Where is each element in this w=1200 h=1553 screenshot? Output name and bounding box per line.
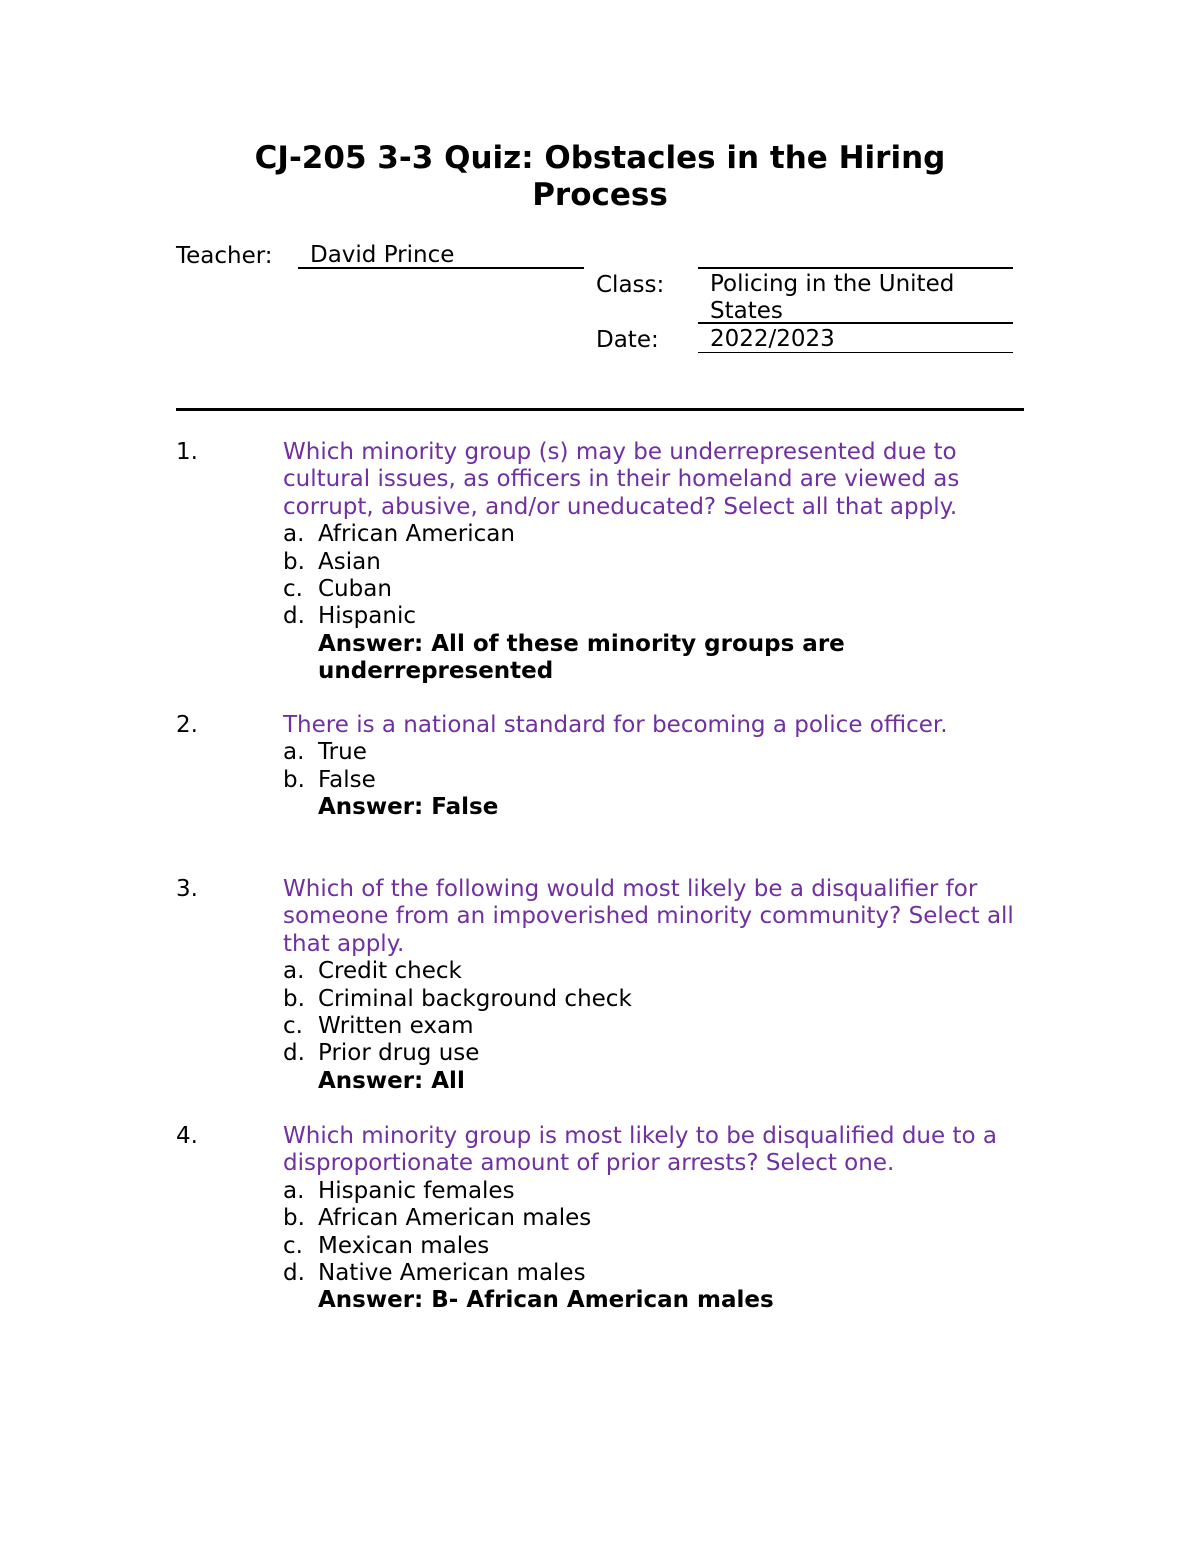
option-text: Native American males (318, 1260, 586, 1287)
option-text: True (318, 739, 367, 766)
option-text: Hispanic (318, 603, 416, 630)
option-letter: c. (283, 1232, 303, 1259)
option-b (283, 986, 1026, 1013)
date-value: 2022/2023 (710, 326, 835, 352)
question-2 (176, 712, 1026, 822)
option-letter: b. (283, 766, 305, 793)
answer-text: Answer: B- African American males (318, 1287, 774, 1314)
option-text: Cuban (318, 576, 392, 603)
class-label: Class: (596, 272, 665, 298)
question-number: 2. (176, 712, 198, 738)
option-letter: d. (283, 1040, 305, 1067)
option-letter: b. (283, 985, 305, 1012)
answer-text: Answer: All (318, 1067, 465, 1094)
option-d (283, 1040, 1026, 1067)
option-letter: b. (283, 548, 305, 575)
option-letter: a. (283, 739, 305, 766)
option-text: False (318, 766, 376, 793)
option-text: African American males (318, 1205, 592, 1232)
question-text: Which minority group is most likely to be disqualified due to a disproportionate amount of prior arrests? Select one. (283, 1123, 997, 1177)
option-text: Credit check (318, 958, 462, 985)
option-b (283, 767, 1026, 794)
option-letter: d. (283, 603, 305, 630)
option-b (283, 1205, 1026, 1232)
question-number: 1. (176, 439, 198, 465)
option-text: Written exam (318, 1013, 474, 1040)
teacher-label: Teacher: (176, 243, 273, 269)
option-text: Asian (318, 548, 381, 575)
answer-text: Answer: All of these minority groups are underrepresented (318, 630, 845, 685)
option-d (283, 1260, 1026, 1287)
option-text: Mexican males (318, 1232, 490, 1259)
option-letter: a. (283, 521, 305, 548)
option-c (283, 1233, 1026, 1260)
option-b (283, 549, 1026, 576)
option-c (283, 1013, 1026, 1040)
question-3 (176, 876, 1026, 1095)
teacher-underline (298, 267, 584, 269)
option-text: Criminal background check (318, 985, 632, 1012)
question-number: 4. (176, 1123, 198, 1149)
date-underline (698, 352, 1013, 353)
option-a (283, 739, 1026, 766)
option-a (283, 958, 1026, 985)
class-underline (698, 322, 1013, 324)
quiz-title: CJ-205 3-3 Quiz: Obstacles in the Hiring Process (254, 140, 946, 213)
class-value: Policing in the United States (710, 271, 955, 324)
answer-text: Answer: False (318, 794, 499, 821)
option-c (283, 576, 1026, 603)
option-letter: b. (283, 1205, 305, 1232)
option-letter: a. (283, 1177, 305, 1204)
question-text: Which minority group (s) may be underrepresented due to cultural issues, as officers in their homeland are viewed as corrupt, abusive, and/or uneducated? Select all that apply. (283, 439, 960, 520)
question-1 (176, 439, 1026, 686)
question-4 (176, 1123, 1026, 1315)
question-text: There is a national standard for becoming a police officer. (283, 712, 948, 738)
question-number: 3. (176, 876, 198, 902)
option-letter: d. (283, 1260, 305, 1287)
teacher-value: David Prince (310, 242, 455, 268)
class-top-line (698, 267, 1013, 269)
option-letter: a. (283, 958, 305, 985)
option-text: African American (318, 521, 515, 548)
question-text: Which of the following would most likely be a disqualifier for someone from an impoverished minority community? Select all that apply. (283, 876, 1014, 957)
header-divider (176, 408, 1024, 411)
option-letter: c. (283, 576, 303, 603)
option-a (283, 521, 1026, 548)
date-label: Date: (596, 327, 659, 353)
option-text: Hispanic females (318, 1177, 515, 1204)
option-letter: c. (283, 1013, 303, 1040)
option-text: Prior drug use (318, 1040, 480, 1067)
option-a (283, 1178, 1026, 1205)
option-d (283, 603, 1026, 630)
